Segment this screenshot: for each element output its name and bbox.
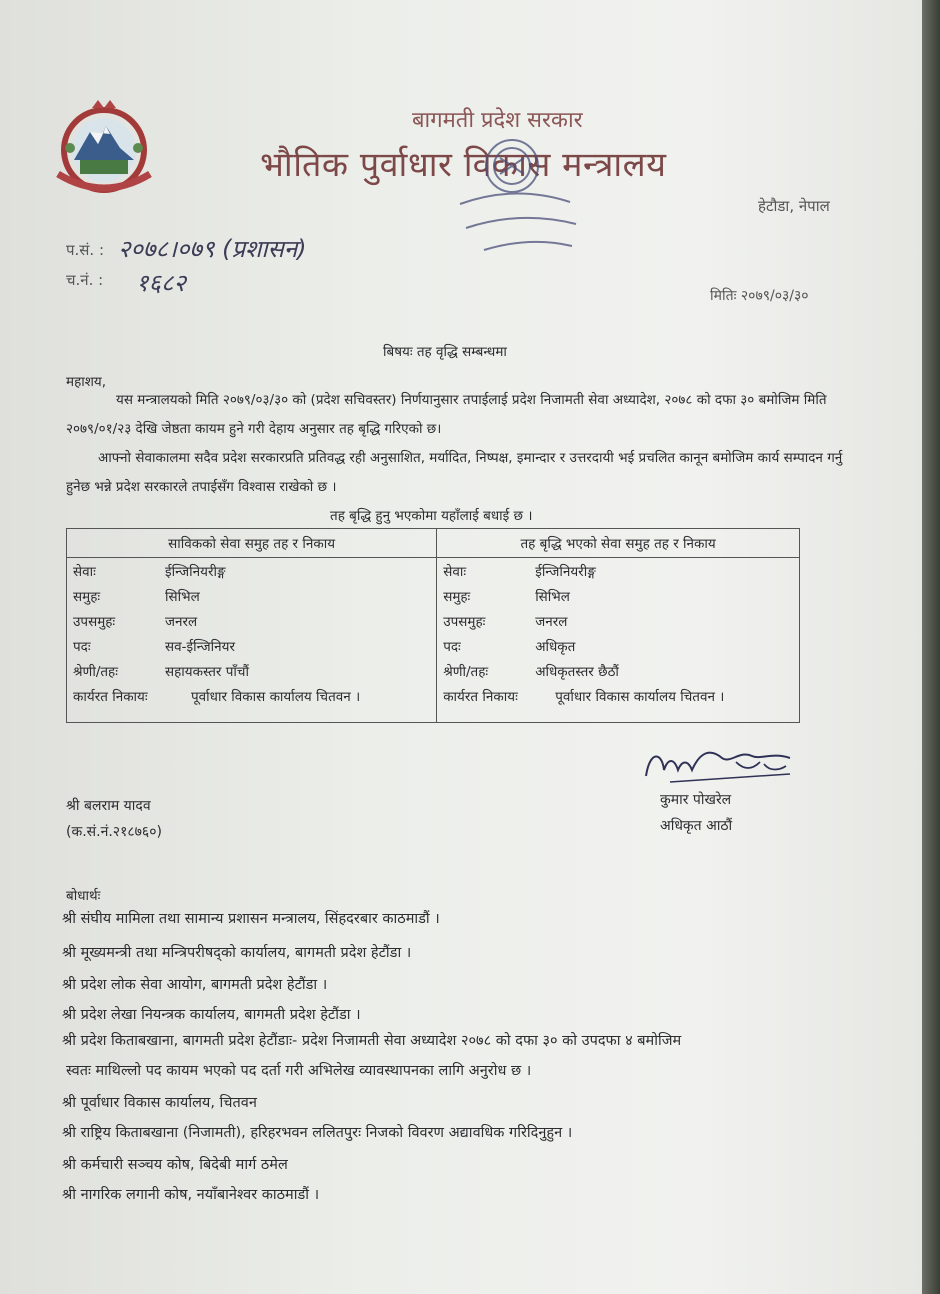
old-post-label: पदः (73, 638, 91, 655)
letter-date: मितिः २०७९/०३/३० (710, 288, 809, 304)
new-post-label: पदः (443, 638, 461, 655)
recipient-id: (क.सं.नं.२१८७६०) (66, 824, 162, 840)
cc-item: स्वतः माथिल्लो पद कायम भएको पद दर्ता गरी अभिलेख व्यावस्थापनका लागि अनुरोध छ । (66, 1063, 532, 1079)
nepal-emblem-icon (40, 98, 168, 198)
cc-item: श्री पूर्वाधार विकास कार्यालय, चितवन (62, 1095, 257, 1111)
old-office-value: पूर्वाधार विकास कार्यालय चितवन । (191, 688, 361, 705)
cc-item: श्री संघीय मामिला तथा सामान्य प्रशासन मन्त्रालय, सिंहदरबार काठमाडौं । (62, 911, 440, 927)
old-level-label: श्रेणी/तहः (73, 663, 118, 680)
new-service-label: सेवाः (443, 563, 467, 580)
new-post-value: अधिकृत (535, 638, 576, 655)
old-subgroup-value: जनरल (165, 613, 198, 630)
grade-change-table (66, 528, 800, 723)
old-group-label: समुहः (73, 588, 101, 605)
new-office-value: पूर्वाधार विकास कार्यालय चितवन । (555, 688, 725, 705)
table-row (67, 633, 800, 658)
old-group-value: सिभिल (165, 588, 200, 605)
table-header-old: साविकको सेवा समुह तह र निकाय (67, 529, 437, 558)
table-row (67, 558, 800, 584)
office-seal-icon (440, 132, 590, 262)
congratulation-line: तह बृद्धि हुनु भएकोमा यहाँलाई बधाई छ । (330, 508, 533, 524)
new-group-value: सिभिल (535, 588, 570, 605)
new-office-label: कार्यरत निकायः (443, 688, 518, 705)
old-office-label: कार्यरत निकायः (73, 688, 148, 705)
cc-item: श्री प्रदेश किताबखाना, बागमती प्रदेश हेटौंडाः- प्रदेश निजामती सेवा अध्यादेश २०७८ को दफा ३० को उपदफा ४ बमोजिम (62, 1033, 682, 1049)
body-paragraph-2: आफ्नो सेवाकालमा सदैव प्रदेश सरकारप्रति प्रतिवद्ध रही अनुसाशित, मर्यादित, निष्पक्ष, इमान्दार र उत्तरदायी भई प्रचलित कानून बमोजिम कार्य सम्पादन गर्नु हुनेछ भन्ने प्रदेश सरकारले तपाईसँग विश्वास राखेको छ । (66, 450, 843, 495)
ps-label: प.सं. : (66, 241, 105, 259)
cc-item: श्री प्रदेश लोक सेवा आयोग, बागमती प्रदेश हेटौंडा । (62, 977, 328, 993)
subject-line: बिषयः तह वृद्धि सम्बन्धमा (383, 344, 507, 360)
table-row (67, 683, 800, 723)
old-service-label: सेवाः (73, 563, 96, 580)
body-paragraph-1: यस मन्त्रालयको मिति २०७९/०३/३० को (प्रदेश सचिवस्तर) निर्णयानुसार तपाईलाई प्रदेश निजामती सेवा अध्यादेश, २०७८ को दफा ३० बमोजिम मिति २०७९/०१/२३ देखि जेष्ठता कायम हुने गरी देहाय अनुसार तह बृद्धि गरिएको छ। (66, 392, 827, 437)
new-subgroup-label: उपसमुहः (443, 613, 486, 630)
new-service-value: ईन्जिनियरीङ्ग (535, 563, 596, 580)
new-level-label: श्रेणी/तहः (443, 663, 489, 680)
government-name: बागमती प्रदेश सरकार (412, 108, 583, 133)
old-post-value: सव-ईन्जिनियर (165, 638, 236, 655)
handwritten-signature-icon (640, 740, 800, 790)
cc-item: श्री मूख्यमन्त्री तथा मन्त्रिपरीषद्को कार्यालय, बागमती प्रदेश हेटौंडा । (62, 945, 412, 961)
new-group-label: समुहः (443, 588, 471, 605)
page-edge-shadow (922, 0, 940, 1294)
cn-value: १६८२ (136, 269, 186, 297)
cc-item: श्री प्रदेश लेखा नियन्त्रक कार्यालय, बागमती प्रदेश हेटौंडा । (62, 1007, 361, 1023)
table-row (67, 608, 800, 633)
signatory-name: कुमार पोखरेल (660, 792, 732, 808)
cc-item: श्री राष्ट्रिय किताबखाना (निजामती), हरिहरभवन ललितपुरः निजको विवरण अद्यावधिक गरिदिनुहुन । (62, 1125, 573, 1141)
office-location: हेटौडा, नेपाल (758, 197, 830, 215)
table-row (67, 583, 800, 608)
cc-title: बोधार्थः (66, 888, 101, 904)
recipient-name: श्री बलराम यादव (66, 798, 151, 814)
old-level-value: सहायकस्तर पाँचौं (165, 663, 249, 680)
signatory-position: अधिकृत आठौं (660, 818, 733, 834)
salutation: महाशय, (66, 374, 107, 390)
old-subgroup-label: उपसमुहः (73, 613, 116, 630)
old-service-value: ईन्जिनियरीङ्ग (165, 563, 226, 580)
cn-label: च.नं. : (66, 271, 104, 289)
new-level-value: अधिकृतस्तर छैठौं (535, 663, 619, 680)
cc-item: श्री नागरिक लगानी कोष, नयाँबानेश्वर काठमाडौं । (62, 1187, 320, 1203)
table-row (67, 658, 800, 683)
cc-item: श्री कर्मचारी सञ्चय कोष, बिदेबी मार्ग ठमेल (62, 1157, 288, 1173)
ministry-name: भौतिक पुर्वाधार विकास मन्त्रालय (260, 145, 667, 185)
ps-value: २०७८।०७९ (प्रशासन) (118, 235, 307, 263)
new-subgroup-value: जनरल (535, 613, 568, 630)
table-header-new: तह बृद्धि भएको सेवा समुह तह र निकाय (437, 529, 800, 558)
